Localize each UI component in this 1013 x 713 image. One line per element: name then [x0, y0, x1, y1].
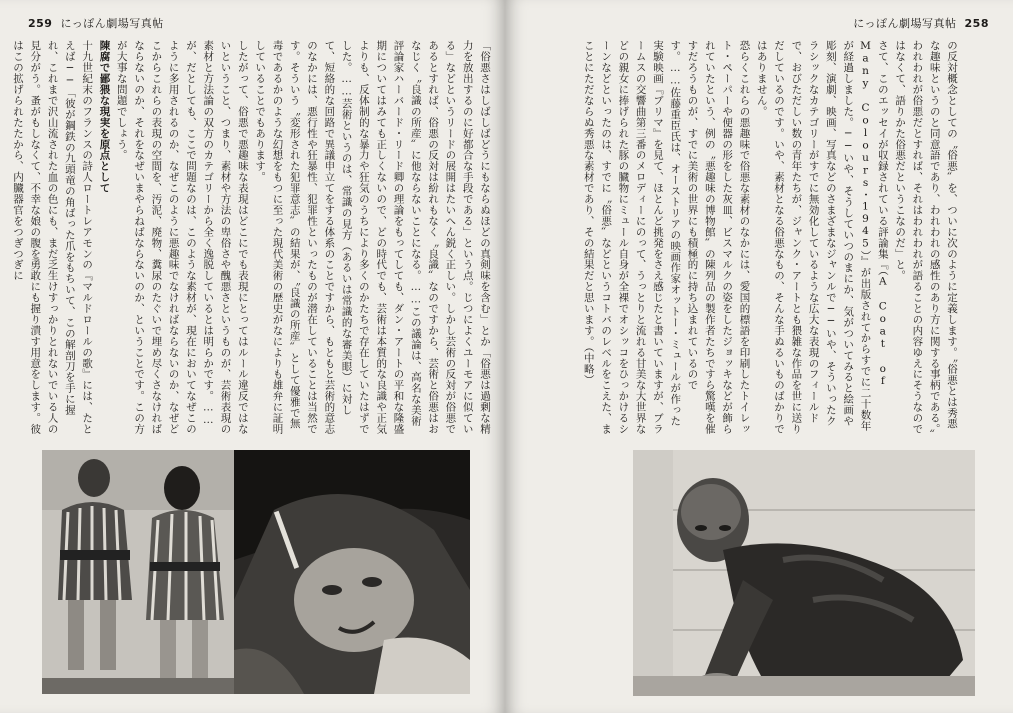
left-page-number: 259	[28, 17, 53, 30]
photo-two-figures-in-yukata-image	[42, 450, 234, 694]
left-page	[0, 0, 505, 713]
right-running-head	[853, 15, 993, 31]
right-page-number: 258	[964, 17, 989, 30]
photo-two-figures-in-yukata	[42, 450, 234, 694]
left-paragraph-2: したがって、俗悪で悪趣味な表現はどこにでも表現にとってはルール違反ではないということ、つまり、素材や方法の卑俗さや醜悪さというものが、芸術表現の素材と方法論の双方のカテゴリーから全く逸脱しているとは明らかです。……が、だとしても、ここで問題なのは、このような素材が、現在においてなぜこのように多用されるのか、なぜこのように悪趣味でなければならないのか、なぜどこからこれらの表現の空間を、汚泥、廃物、糞尿のたぐいで埋め尽くさなければならないのか、それをなぜいまやらねばならないのか、ということです。この方が大事な問題でしょう。	[115, 40, 249, 435]
right-running-title: にっぽん劇場写真帖	[853, 17, 957, 30]
left-subhead: 陳腐で鄙猥な現実を原点として	[98, 40, 111, 194]
right-paragraph-3: 恐らくこれらの悪趣味で俗悪な素材のなかには、愛国的標語を印刷したトイレット・ペーパーや便器の形をした灰皿、ビスマルクの姿をしたジョッキなどが飾られていたという、例の〝悪趣味の博物館〟の陳列品の製作者たちですら驚嘆を催すだろうものが、すでに美術の世界にも積極的に持ち込まれているのです。……佐藤重臣氏は、オーストリアの映画作家オットー・ミュールが作った実験映画『ブリマ』を見て、ほとんど挑発をさえ感じたと書いていますが、ブラームスの交響曲第三番のメロディーにのって、うっとりと流れる甘美な大世界などの親女に捧げられた豚の臓物にミュール自身が全裸でオシッコをひっかけるシーンなどといったのは、すでに〝俗悪〟などというコトバのレベルをこえた、まことにただならぬ秀悪な素材であり、その結果だと思います。（中略）	[582, 40, 751, 435]
photo-shaved-head-man-crouching	[633, 450, 975, 696]
right-paragraph-2: さて、このエッセイが収録されている評論集『（A Coat of Many Colours・1945）』が出版されてからすでに二十数年が経過しました。──いや、そうしていつのまにか、気がついてみると絵画や彫刻、演劇、映画、写真などのさまざまなジャンルで──いや、そういったクラシックなカテゴリーがすでに無効化しているような広大な表現のフィールドで、おびただしい数の青年たちが、ジャンク・アートとも猥雑な作品を世に送りだしているのです。いや、素材となる俗悪なもの、そんな手ぬるいものばかりではありません。	[755, 40, 889, 435]
right-paragraph-1: の反対概念としての〝俗悪〟を、ついに次のように定義します。〝俗悪とは秀悪な趣味というのと同意語であり、われわれの感性のあり方に関する事柄である。〟われわれが俗悪だとすれば、それはわれわれが語ることの内容ゆえにそうなのではなくて、語りかた俗悪だというこなのだ」と。	[894, 40, 958, 435]
photo-woman-cigarette-closeup	[234, 450, 470, 694]
photo-woman-cigarette-closeup-image	[234, 450, 470, 694]
left-paragraph-3: 十九世紀末のフランスの詩人ロートレアモンの『マルドロールの歌』には、たとえば──「彼が鋼鉄の九頭竜の角ばった爪をもちいて、この解剖刀を手に握れ、これまで沢山流された血の色にも、まだ乏生けすっかりとれないでいる人の見分がう。蚤がもしなくて、不幸な娘の腹を勇敢にも握り潰す用意をします。彼はこの拡げられたたから、内臓器官をつぎつぎに	[11, 40, 94, 435]
left-running-head	[24, 15, 164, 31]
left-running-title: にっぽん劇場写真帖	[60, 17, 164, 30]
left-body-text	[11, 40, 493, 435]
photo-shaved-head-man-crouching-image	[633, 450, 975, 696]
left-paragraph-1: 「俗悪さはしばしばどうにもならぬほどの真剣味を含む」とか「俗悪は過剰な精力を放出するのに好都合な手段である」という点。じつによくユーモアに似ている」などというリードの展開はたいへん鋭く正しい。しかし芸術の反対が俗悪であるとすれば、俗悪の反対は紛れもなく〝良識〟なのですから、芸術と俗悪はおなじく〝良識の所産〟に他ならないことになる。……この議論は、高名な美術評論家ハーバード・リード卿の理論をもってしても、ダン・アートの平和な隆盛期についてはみても正しくないので、どの時代でも、芸術は本質的な良識や正気よりも、反体制的な暴力や狂気のうちにより多くのかたちで存在していたはずでした。……芸術というのは、常識の見方（あるいは常識的な審美眼）に対して、短絡的な回路で異議申立てをする体系のことですから、もともと芸術的意志のなかには、悪行性や狂暴性、犯罪性といったものが潜在していることは当然です。そういう〝変形された犯罪意志〟の結果が、〝良識の所産〟として優雅で無毒であるかのような幻想をもつに至った現代美術の歴史がなによりも雄弁に証明していることでもあります。	[254, 40, 491, 435]
right-body-text	[540, 40, 960, 435]
